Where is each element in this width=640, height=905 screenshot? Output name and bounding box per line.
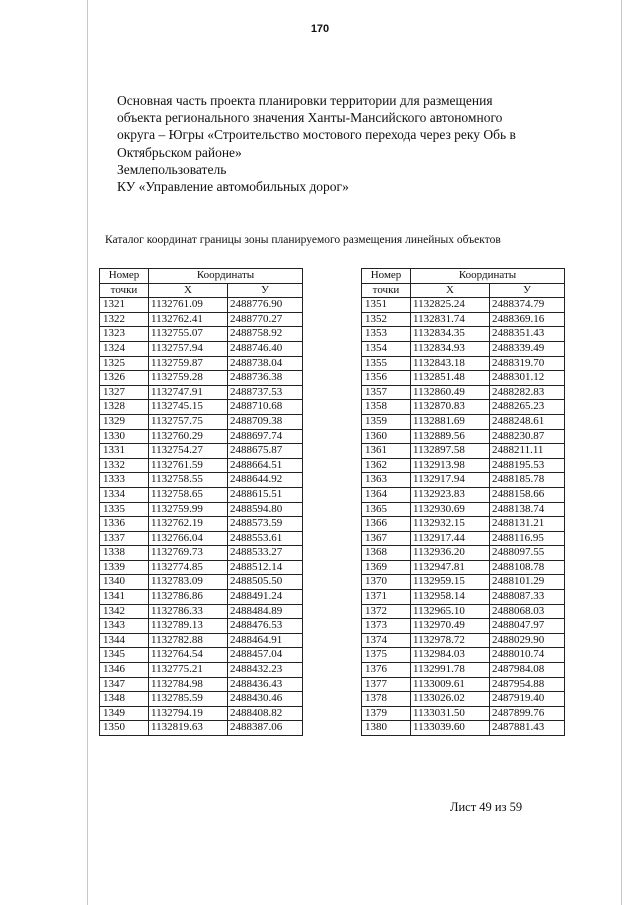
point-number-cell: 1375: [362, 648, 411, 663]
y-coordinate-cell: 2488736.38: [228, 371, 303, 386]
point-number-cell: 1343: [100, 619, 149, 634]
x-coordinate-cell: 1132947.81: [411, 560, 490, 575]
table-row: [100, 706, 303, 721]
y-coordinate-cell: 2488615.51: [228, 487, 303, 502]
document-heading: [117, 92, 577, 195]
point-number-cell: 1338: [100, 546, 149, 561]
point-number-cell: 1325: [100, 356, 149, 371]
x-coordinate-cell: 1132831.74: [411, 312, 490, 327]
point-number-cell: 1352: [362, 312, 411, 327]
point-number-cell: 1379: [362, 706, 411, 721]
point-number-cell: 1378: [362, 692, 411, 707]
table-row: [362, 517, 565, 532]
table-row: [362, 341, 565, 356]
table-row: [362, 531, 565, 546]
x-header: X: [411, 283, 490, 298]
table-row: [100, 692, 303, 707]
x-coordinate-cell: 1132825.24: [411, 298, 490, 313]
x-coordinate-cell: 1132785.59: [149, 692, 228, 707]
x-coordinate-cell: 1132834.35: [411, 327, 490, 342]
point-number-cell: 1328: [100, 400, 149, 415]
table-row: [362, 487, 565, 502]
x-coordinate-cell: 1132870.83: [411, 400, 490, 415]
x-coordinate-cell: 1132758.55: [149, 473, 228, 488]
table-row: [362, 706, 565, 721]
x-coordinate-cell: 1132762.19: [149, 517, 228, 532]
table-row: [362, 458, 565, 473]
x-coordinate-cell: 1132897.58: [411, 444, 490, 459]
x-coordinate-cell: 1132794.19: [149, 706, 228, 721]
y-coordinate-cell: 2488573.59: [228, 517, 303, 532]
y-coordinate-cell: 2488068.03: [490, 604, 565, 619]
point-number-cell: 1370: [362, 575, 411, 590]
point-number-cell: 1377: [362, 677, 411, 692]
y-coordinate-cell: 2488282.83: [490, 385, 565, 400]
x-coordinate-cell: 1132930.69: [411, 502, 490, 517]
x-coordinate-cell: 1132978.72: [411, 633, 490, 648]
y-coordinate-cell: 2488369.16: [490, 312, 565, 327]
table-row: [100, 677, 303, 692]
point-number-cell: 1366: [362, 517, 411, 532]
table-row: [100, 575, 303, 590]
y-coordinate-cell: 2488108.78: [490, 560, 565, 575]
point-number-cell: 1332: [100, 458, 149, 473]
table-row: [362, 648, 565, 663]
y-coordinate-cell: 2488047.97: [490, 619, 565, 634]
point-number-cell: 1349: [100, 706, 149, 721]
coordinates-table-left: [99, 268, 303, 736]
table-row: [362, 502, 565, 517]
table-row: [362, 414, 565, 429]
y-coordinate-cell: 2488746.40: [228, 341, 303, 356]
heading-line: Октябрьском районе»: [117, 144, 242, 160]
left-margin-line: [87, 0, 88, 905]
y-header: У: [228, 283, 303, 298]
point-number-cell: 1363: [362, 473, 411, 488]
table-row: [362, 444, 565, 459]
x-coordinate-cell: 1132754.27: [149, 444, 228, 459]
catalog-caption: Каталог координат границы зоны планируемого размещения линейных объектов: [105, 234, 501, 246]
table-row: [100, 648, 303, 663]
y-coordinate-cell: 2488387.06: [228, 721, 303, 736]
y-coordinate-cell: 2488710.68: [228, 400, 303, 415]
table-row: [100, 429, 303, 444]
x-coordinate-cell: 1132913.98: [411, 458, 490, 473]
y-coordinate-cell: 2488211.11: [490, 444, 565, 459]
y-coordinate-cell: 2488738.04: [228, 356, 303, 371]
point-number-cell: 1359: [362, 414, 411, 429]
point-number-cell: 1368: [362, 546, 411, 561]
point-number-header: Номер: [362, 269, 411, 284]
table-row: [362, 590, 565, 605]
y-coordinate-cell: 2488644.92: [228, 473, 303, 488]
y-coordinate-cell: 2488010.74: [490, 648, 565, 663]
x-coordinate-cell: 1132834.93: [411, 341, 490, 356]
x-coordinate-cell: 1132958.14: [411, 590, 490, 605]
point-number-cell: 1346: [100, 663, 149, 678]
y-header: У: [490, 283, 565, 298]
point-number-cell: 1367: [362, 531, 411, 546]
y-coordinate-cell: 2488776.90: [228, 298, 303, 313]
right-margin-line: [621, 0, 622, 905]
x-coordinate-cell: 1132889.56: [411, 429, 490, 444]
table-row: [100, 560, 303, 575]
point-number-cell: 1362: [362, 458, 411, 473]
table-row: [100, 604, 303, 619]
x-coordinate-cell: 1132757.94: [149, 341, 228, 356]
x-coordinate-cell: 1132759.28: [149, 371, 228, 386]
table-row: [100, 312, 303, 327]
x-coordinate-cell: 1132764.54: [149, 648, 228, 663]
x-coordinate-cell: 1132755.07: [149, 327, 228, 342]
y-coordinate-cell: 2488339.49: [490, 341, 565, 356]
x-coordinate-cell: 1132932.15: [411, 517, 490, 532]
point-number-cell: 1361: [362, 444, 411, 459]
y-coordinate-cell: 2487881.43: [490, 721, 565, 736]
point-number-cell: 1344: [100, 633, 149, 648]
y-coordinate-cell: 2488408.82: [228, 706, 303, 721]
point-number-cell: 1371: [362, 590, 411, 605]
y-coordinate-cell: 2488029.90: [490, 633, 565, 648]
x-coordinate-cell: 1132917.44: [411, 531, 490, 546]
page-number: 170: [310, 23, 330, 35]
y-coordinate-cell: 2488436.43: [228, 677, 303, 692]
point-number-cell: 1373: [362, 619, 411, 634]
table-row: [362, 663, 565, 678]
x-coordinate-cell: 1132774.85: [149, 560, 228, 575]
point-number-cell: 1376: [362, 663, 411, 678]
y-coordinate-cell: 2488476.53: [228, 619, 303, 634]
point-number-cell: 1353: [362, 327, 411, 342]
point-number-cell: 1358: [362, 400, 411, 415]
heading-line: округа – Югры «Строительство мостового перехода через реку Обь в: [117, 127, 516, 143]
table-row: [362, 298, 565, 313]
x-coordinate-cell: 1132769.73: [149, 546, 228, 561]
y-coordinate-cell: 2488675.87: [228, 444, 303, 459]
point-number-cell: 1334: [100, 487, 149, 502]
table-row: [100, 385, 303, 400]
y-coordinate-cell: 2488097.55: [490, 546, 565, 561]
y-coordinate-cell: 2488512.14: [228, 560, 303, 575]
y-coordinate-cell: 2488457.04: [228, 648, 303, 663]
x-coordinate-cell: 1132783.09: [149, 575, 228, 590]
y-coordinate-cell: 2488430.46: [228, 692, 303, 707]
x-coordinate-cell: 1132959.15: [411, 575, 490, 590]
table-row: [100, 414, 303, 429]
x-coordinate-cell: 1133009.61: [411, 677, 490, 692]
point-number-cell: 1364: [362, 487, 411, 502]
point-number-cell: 1360: [362, 429, 411, 444]
y-coordinate-cell: 2488594.80: [228, 502, 303, 517]
point-number-cell: 1323: [100, 327, 149, 342]
point-number-header: Номер: [100, 269, 149, 284]
point-number-cell: 1331: [100, 444, 149, 459]
table-row: [362, 429, 565, 444]
point-number-cell: 1329: [100, 414, 149, 429]
table-row: [362, 473, 565, 488]
coordinates-header: Координаты: [149, 269, 303, 284]
point-number-cell: 1340: [100, 575, 149, 590]
point-number-cell: 1354: [362, 341, 411, 356]
y-coordinate-cell: 2488319.70: [490, 356, 565, 371]
coordinates-header: Координаты: [411, 269, 565, 284]
x-coordinate-cell: 1133039.60: [411, 721, 490, 736]
x-coordinate-cell: 1133031.50: [411, 706, 490, 721]
y-coordinate-cell: 2488533.27: [228, 546, 303, 561]
point-number-cell: 1335: [100, 502, 149, 517]
point-number-cell: 1380: [362, 721, 411, 736]
point-number-cell: 1339: [100, 560, 149, 575]
table-row: [362, 677, 565, 692]
y-coordinate-cell: 2488553.61: [228, 531, 303, 546]
x-coordinate-cell: 1132843.18: [411, 356, 490, 371]
y-coordinate-cell: 2488770.27: [228, 312, 303, 327]
point-number-cell: 1326: [100, 371, 149, 386]
table-row: [100, 721, 303, 736]
point-number-cell: 1345: [100, 648, 149, 663]
y-coordinate-cell: 2488195.53: [490, 458, 565, 473]
table-row: [362, 575, 565, 590]
x-coordinate-cell: 1132747.91: [149, 385, 228, 400]
y-coordinate-cell: 2487984.08: [490, 663, 565, 678]
table-row: [100, 502, 303, 517]
table-row: [100, 327, 303, 342]
y-coordinate-cell: 2488158.66: [490, 487, 565, 502]
y-coordinate-cell: 2488301.12: [490, 371, 565, 386]
table-row: [100, 371, 303, 386]
x-coordinate-cell: 1132819.63: [149, 721, 228, 736]
point-number-cell: 1327: [100, 385, 149, 400]
table-row: [362, 312, 565, 327]
y-coordinate-cell: 2487899.76: [490, 706, 565, 721]
x-coordinate-cell: 1132970.49: [411, 619, 490, 634]
y-coordinate-cell: 2488351.43: [490, 327, 565, 342]
point-number-subheader: точки: [100, 283, 149, 298]
point-number-cell: 1374: [362, 633, 411, 648]
y-coordinate-cell: 2488248.61: [490, 414, 565, 429]
x-coordinate-cell: 1132965.10: [411, 604, 490, 619]
point-number-cell: 1330: [100, 429, 149, 444]
y-coordinate-cell: 2487919.40: [490, 692, 565, 707]
point-number-cell: 1333: [100, 473, 149, 488]
table-row: [100, 531, 303, 546]
x-coordinate-cell: 1132786.86: [149, 590, 228, 605]
point-number-cell: 1324: [100, 341, 149, 356]
y-coordinate-cell: 2488484.89: [228, 604, 303, 619]
x-coordinate-cell: 1132784.98: [149, 677, 228, 692]
x-coordinate-cell: 1132760.29: [149, 429, 228, 444]
point-number-cell: 1341: [100, 590, 149, 605]
x-coordinate-cell: 1132917.94: [411, 473, 490, 488]
point-number-cell: 1347: [100, 677, 149, 692]
point-number-cell: 1342: [100, 604, 149, 619]
table-row: [100, 487, 303, 502]
x-coordinate-cell: 1132766.04: [149, 531, 228, 546]
coordinates-table-right: [361, 268, 565, 736]
y-coordinate-cell: 2488374.79: [490, 298, 565, 313]
table-row: [362, 356, 565, 371]
y-coordinate-cell: 2488737.53: [228, 385, 303, 400]
point-number-cell: 1351: [362, 298, 411, 313]
point-number-cell: 1348: [100, 692, 149, 707]
x-coordinate-cell: 1132789.13: [149, 619, 228, 634]
x-coordinate-cell: 1132782.88: [149, 633, 228, 648]
table-row: [362, 619, 565, 634]
point-number-cell: 1372: [362, 604, 411, 619]
x-header: X: [149, 283, 228, 298]
x-coordinate-cell: 1132786.33: [149, 604, 228, 619]
x-coordinate-cell: 1132851.48: [411, 371, 490, 386]
point-number-cell: 1355: [362, 356, 411, 371]
x-coordinate-cell: 1132761.59: [149, 458, 228, 473]
x-coordinate-cell: 1132745.15: [149, 400, 228, 415]
point-number-cell: 1321: [100, 298, 149, 313]
x-coordinate-cell: 1132984.03: [411, 648, 490, 663]
point-number-cell: 1356: [362, 371, 411, 386]
table-row: [100, 356, 303, 371]
y-coordinate-cell: 2488464.91: [228, 633, 303, 648]
table-row: [362, 560, 565, 575]
y-coordinate-cell: 2488116.95: [490, 531, 565, 546]
table-row: [100, 663, 303, 678]
y-coordinate-cell: 2488101.29: [490, 575, 565, 590]
table-row: [100, 590, 303, 605]
y-coordinate-cell: 2487954.88: [490, 677, 565, 692]
x-coordinate-cell: 1133026.02: [411, 692, 490, 707]
table-row: [100, 517, 303, 532]
table-row: [100, 619, 303, 634]
y-coordinate-cell: 2488709.38: [228, 414, 303, 429]
point-number-cell: 1322: [100, 312, 149, 327]
table-row: [100, 444, 303, 459]
x-coordinate-cell: 1132759.99: [149, 502, 228, 517]
x-coordinate-cell: 1132775.21: [149, 663, 228, 678]
y-coordinate-cell: 2488131.21: [490, 517, 565, 532]
heading-line: КУ «Управление автомобильных дорог»: [117, 179, 349, 195]
table-row: [100, 298, 303, 313]
point-number-cell: 1365: [362, 502, 411, 517]
y-coordinate-cell: 2488087.33: [490, 590, 565, 605]
y-coordinate-cell: 2488265.23: [490, 400, 565, 415]
x-coordinate-cell: 1132759.87: [149, 356, 228, 371]
y-coordinate-cell: 2488432.23: [228, 663, 303, 678]
y-coordinate-cell: 2488505.50: [228, 575, 303, 590]
table-row: [362, 371, 565, 386]
table-row: [100, 546, 303, 561]
x-coordinate-cell: 1132758.65: [149, 487, 228, 502]
x-coordinate-cell: 1132757.75: [149, 414, 228, 429]
table-row: [362, 604, 565, 619]
table-row: [362, 721, 565, 736]
x-coordinate-cell: 1132860.49: [411, 385, 490, 400]
heading-line: объекта регионального значения Ханты-Мансийского автономного: [117, 110, 503, 126]
point-number-cell: 1337: [100, 531, 149, 546]
x-coordinate-cell: 1132923.83: [411, 487, 490, 502]
y-coordinate-cell: 2488758.92: [228, 327, 303, 342]
heading-line: Землепользователь: [117, 161, 227, 177]
table-row: [362, 546, 565, 561]
y-coordinate-cell: 2488185.78: [490, 473, 565, 488]
point-number-cell: 1350: [100, 721, 149, 736]
heading-line: Основная часть проекта планировки территории для размещения: [117, 93, 493, 108]
table-row: [100, 458, 303, 473]
x-coordinate-cell: 1132762.41: [149, 312, 228, 327]
x-coordinate-cell: 1132761.09: [149, 298, 228, 313]
table-row: [362, 633, 565, 648]
table-row: [100, 400, 303, 415]
point-number-cell: 1336: [100, 517, 149, 532]
sheet-counter: Лист 49 из 59: [450, 800, 523, 814]
point-number-subheader: точки: [362, 283, 411, 298]
table-row: [362, 327, 565, 342]
x-coordinate-cell: 1132936.20: [411, 546, 490, 561]
y-coordinate-cell: 2488664.51: [228, 458, 303, 473]
table-row: [362, 400, 565, 415]
table-row: [100, 341, 303, 356]
y-coordinate-cell: 2488230.87: [490, 429, 565, 444]
table-row: [100, 473, 303, 488]
x-coordinate-cell: 1132881.69: [411, 414, 490, 429]
y-coordinate-cell: 2488697.74: [228, 429, 303, 444]
y-coordinate-cell: 2488491.24: [228, 590, 303, 605]
table-row: [100, 633, 303, 648]
table-row: [362, 692, 565, 707]
point-number-cell: 1357: [362, 385, 411, 400]
x-coordinate-cell: 1132991.78: [411, 663, 490, 678]
table-row: [362, 385, 565, 400]
point-number-cell: 1369: [362, 560, 411, 575]
y-coordinate-cell: 2488138.74: [490, 502, 565, 517]
